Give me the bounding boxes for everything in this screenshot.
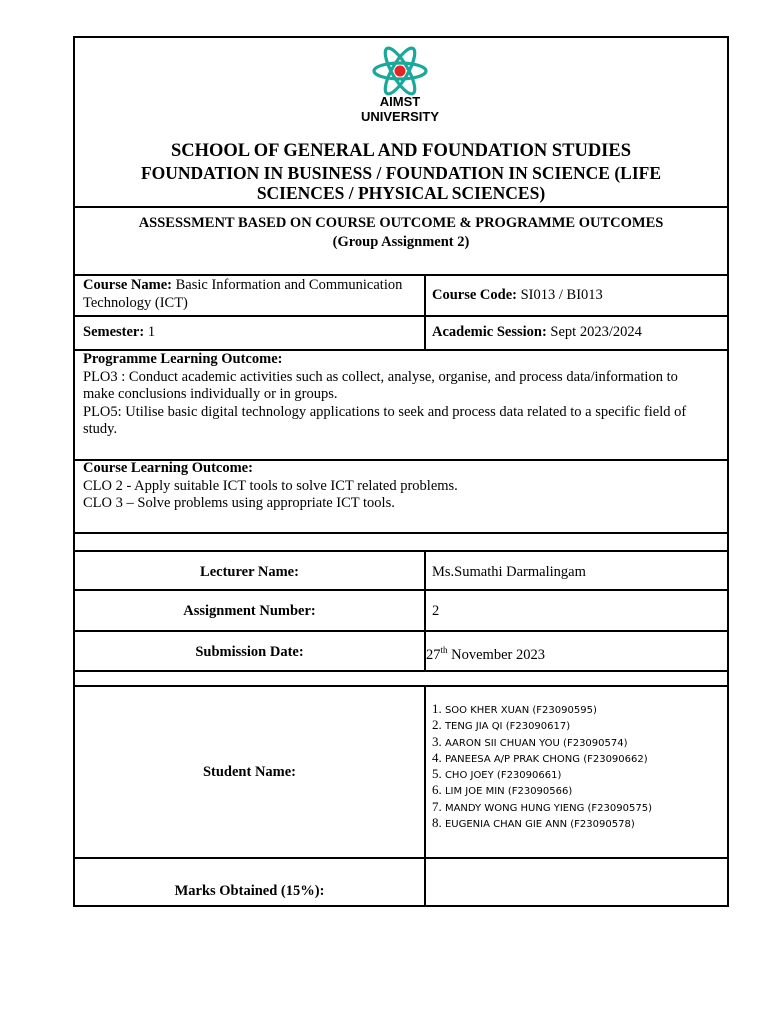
assessment-subtitle: (Group Assignment 2) [332,234,470,250]
plo-line: study. [83,421,118,437]
divider [75,630,727,632]
divider [75,315,727,317]
semester-label: Semester: [83,324,145,340]
course-name-value-line2: Technology (ICT) [83,294,188,311]
plo-line: PLO5: Utilise basic digital technology applications to seek and process data related to a specific field of [83,403,687,420]
student-list-item: 8. EUGENIA CHAN GIE ANN (F23090578) [432,815,635,831]
student-list-cell [432,701,727,831]
programme-learning-outcome [83,351,723,439]
divider [75,206,727,208]
clo-heading: Course Learning Outcome: [83,460,253,476]
student-name-label: Student Name: [202,764,297,780]
semester-value: 1 [147,324,156,340]
plo-line: PLO3 : Conduct academic activities such as collect, analyse, organise, and process data/information to [83,368,678,385]
course-code-cell [432,287,722,305]
divider [75,685,727,687]
column-divider [424,274,426,350]
school-title: SCHOOL OF GENERAL AND FOUNDATION STUDIES [170,141,632,161]
foundation-title-line2: SCIENCES / PHYSICAL SCIENCES) [256,183,546,203]
submission-month-year: November 2023 [447,646,545,663]
academic-session-cell [432,324,642,342]
student-list-item: 1. SOO KHER XUAN (F23090595) [432,701,597,716]
student-list-item: 5. CHO JOEY (F23090661) [432,766,562,782]
student-list [432,701,727,831]
lecturer-name-value: Ms.Sumathi Darmalingam [432,564,586,580]
divider [75,670,727,672]
course-name-cell [83,277,418,312]
assignment-number-label: Assignment Number: [183,603,316,619]
student-list-item: 6. LIM JOE MIN (F23090566) [432,782,573,798]
plo-heading: Programme Learning Outcome: [83,351,283,367]
assessment-title: ASSESSMENT BASED ON COURSE OUTCOME & PROGRAMME OUTCOMES [138,215,664,231]
assessment-cover-table [73,36,729,907]
course-code-value: SI013 / BI013 [520,287,603,303]
academic-session-value: Sept 2023/2024 [550,324,642,340]
submission-day: 27 [426,646,441,663]
student-list-item: 4. PANEESA A/P PRAK CHONG (F23090662) [432,749,648,765]
submission-date-label: Submission Date: [195,644,304,660]
divider [75,550,727,552]
course-learning-outcome [83,460,723,513]
foundation-title-line1: FOUNDATION IN BUSINESS / FOUNDATION IN SCIENCE (LIFE [140,163,662,183]
submission-day-suffix: th [440,645,448,655]
divider [75,589,727,591]
submission-date-value [426,642,545,664]
divider [75,532,727,534]
clo-line: CLO 2 - Apply suitable ICT tools to solve ICT related problems. [83,477,458,494]
semester-cell [83,324,155,342]
marks-obtained-value [426,859,726,905]
student-list-item: 3. AARON SII CHUAN YOU (F23090574) [432,733,628,749]
divider [75,274,727,276]
assignment-number-value: 2 [432,603,440,619]
svg-text:UNIVERSITY: UNIVERSITY [360,109,440,124]
clo-line: CLO 3 – Solve problems using appropriate ICT tools. [83,495,395,511]
lecturer-name-label: Lecturer Name: [200,564,299,580]
student-list-item: 7. MANDY WONG HUNG YIENG (F23090575) [432,798,652,814]
academic-session-label: Academic Session: [432,324,547,340]
svg-text:AIMST: AIMST [379,94,421,109]
student-list-item: 2. TENG JIA QI (F23090617) [432,717,571,733]
marks-obtained-label: Marks Obtained (15%): [174,883,325,899]
course-code-label: Course Code: [432,287,517,303]
course-name-value-line1: Basic Information and Communication [175,277,403,293]
plo-line: make conclusions individually or in groups. [83,386,338,402]
course-name-label: Course Name: [83,277,172,293]
